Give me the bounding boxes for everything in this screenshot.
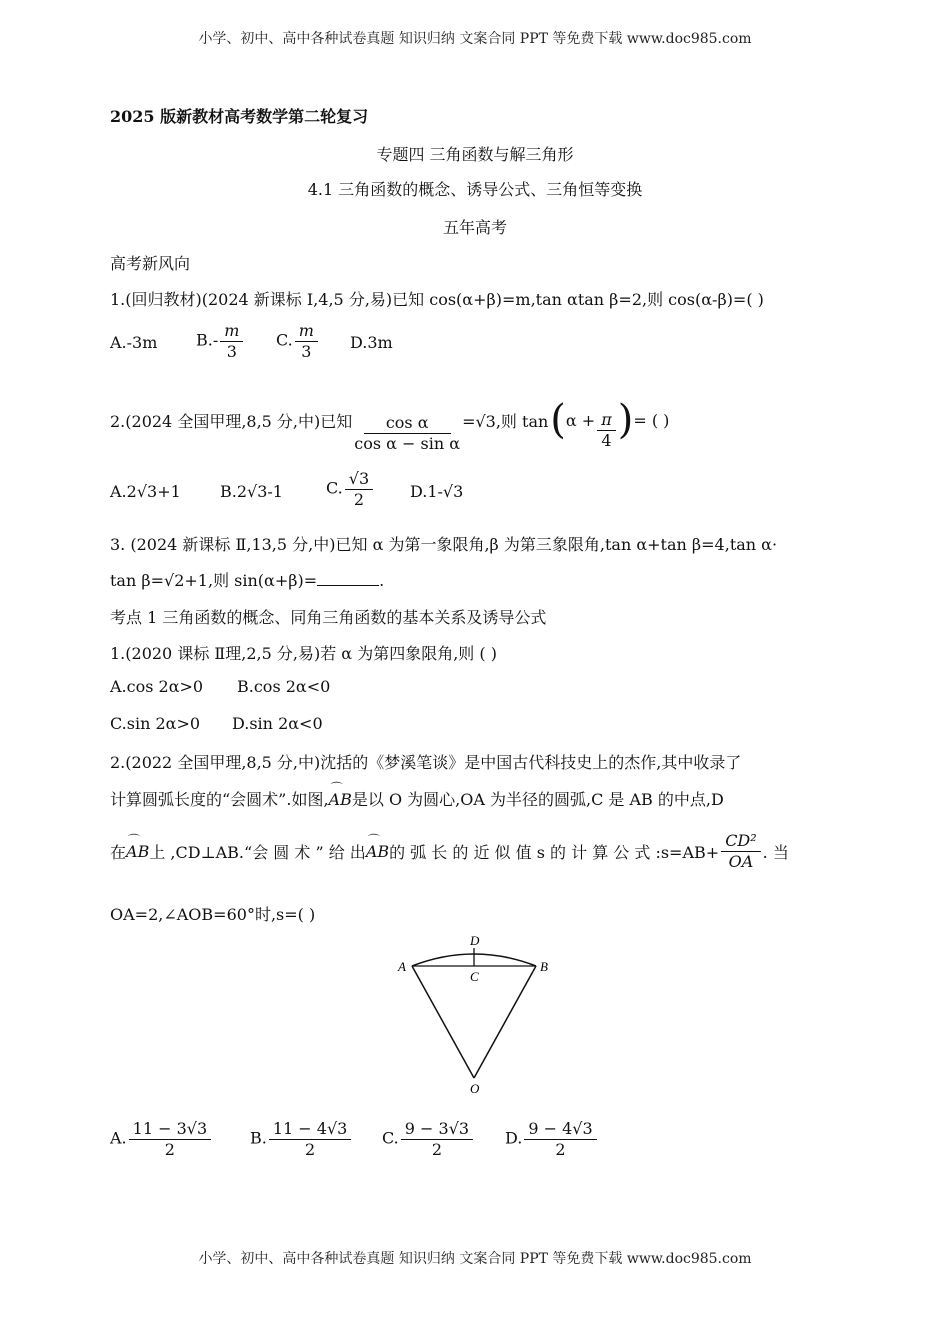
radius-oa — [412, 966, 474, 1078]
q1-option-c-fraction — [295, 322, 318, 360]
q2-option-d: D.1-√3 — [410, 482, 464, 501]
sector-figure — [390, 928, 560, 1098]
direction-heading: 高考新风向 — [110, 254, 191, 273]
q2-option-b: B.2√3-1 — [220, 482, 283, 501]
k2-option-b — [250, 1120, 353, 1158]
k2-option-d-den: 2 — [555, 1139, 566, 1159]
q1-option-a: A.-3m — [110, 333, 158, 352]
q2-option-c-prefix: C. — [326, 478, 343, 498]
k2-option-a-num: 11 − 3√3 — [129, 1120, 212, 1140]
q1-option-c-num: m — [295, 322, 318, 342]
q1-option-b-den: 3 — [226, 341, 237, 361]
k2-line3-b: 上 ,CD⊥AB.“会 圆 术 ” 给 出 — [149, 842, 366, 862]
q3-answer-blank[interactable] — [317, 584, 379, 586]
q2-stem-end: = ( ) — [633, 410, 670, 430]
radius-ob — [474, 966, 536, 1078]
kaodian-title: 考点 1 三角函数的概念、同角三角函数的基本关系及诱导公式 — [110, 608, 547, 627]
k2-option-a — [110, 1120, 213, 1158]
k2-option-c-den: 2 — [431, 1139, 443, 1159]
section-title: 4.1 三角函数的概念、诱导公式、三角恒等变换 — [307, 180, 643, 199]
q1-option-c — [276, 322, 320, 360]
k2-option-d-num: 9 − 4√3 — [524, 1120, 596, 1140]
q1-option-b-num: m — [220, 322, 243, 342]
q3-line2-prefix: tan β=√2+1,则 sin(α+β)= — [110, 571, 318, 590]
label-b: B — [540, 959, 548, 974]
label-a: A — [398, 959, 406, 974]
k2-option-d-prefix: D. — [505, 1128, 523, 1148]
arc-ab-symbol: ⌒ AB — [329, 790, 352, 809]
k1-option-b: B.cos 2α<0 — [237, 677, 331, 696]
k2-line1: 2.(2022 全国甲理,8,5 分,中)沈括的《梦溪笔谈》是中国古代科技史上的杰作,其中收录了 — [110, 753, 742, 772]
k2-line2-b: 是以 O 为圆心,OA 为半径的圆弧,C 是 AB 的中点,D — [351, 790, 724, 809]
q2-option-c — [326, 470, 375, 508]
k2-option-b-prefix: B. — [250, 1128, 267, 1148]
k2-option-b-fraction — [269, 1120, 352, 1158]
k2-line3-a: 在 — [110, 842, 127, 862]
q2-paren-lead: α + — [565, 410, 596, 430]
q1-option-b-prefix: B.- — [196, 330, 219, 350]
q2-option-c-den: 2 — [353, 489, 365, 509]
q1-stem: 1.(回归教材)(2024 新课标 Ⅰ,4,5 分,易)已知 cos(α+β)=m,tan αtan β=2,则 cos(α-β)=( ) — [110, 290, 764, 309]
q2-fraction-den: cos α − sin α — [354, 433, 461, 453]
q3-line1: 3. (2024 新课标 Ⅱ,13,5 分,中)已知 α 为第一象限角,β 为第三象限角,tan α+tan β=4,tan α· — [110, 535, 778, 554]
k2-option-d-fraction — [524, 1120, 596, 1158]
k2-option-a-prefix: A. — [110, 1128, 127, 1148]
q1-option-c-prefix: C. — [276, 330, 293, 350]
q1-option-b — [196, 322, 245, 360]
q2-paren-num: π — [597, 411, 616, 431]
k2-option-d — [505, 1120, 599, 1158]
k2-line3-c: 的 弧 长 的 近 似 值 s 的 计 算 公 式 :s=AB+ — [389, 842, 720, 862]
k2-formula-den: OA — [728, 851, 754, 871]
page-footer: 小学、初中、高中各种试卷真题 知识归纳 文案合同 PPT 等免费下载 www.doc985.com — [198, 1251, 752, 1267]
k2-option-c-prefix: C. — [382, 1128, 399, 1148]
label-o: O — [470, 1081, 480, 1096]
k1-option-c: C.sin 2α>0 — [110, 714, 201, 733]
k2-option-b-num: 11 − 4√3 — [269, 1120, 352, 1140]
k2-option-c-num: 9 − 3√3 — [401, 1120, 473, 1140]
k2-line2 — [110, 787, 724, 810]
k2-option-b-den: 2 — [305, 1139, 316, 1159]
q3-line2 — [110, 568, 384, 591]
page-header: 小学、初中、高中各种试卷真题 知识归纳 文案合同 PPT 等免费下载 www.doc985.com — [198, 31, 752, 47]
q2-option-c-fraction — [345, 470, 373, 508]
k1-option-d: D.sin 2α<0 — [232, 714, 323, 733]
q2-stem-prefix: 2.(2024 全国甲理,8,5 分,中)已知 — [110, 411, 353, 431]
q2-paren-fraction — [597, 411, 616, 449]
label-d: D — [470, 933, 480, 948]
k1-stem: 1.(2020 课标 Ⅱ理,2,5 分,易)若 α 为第四象限角,则 ( ) — [110, 644, 497, 663]
q2-fraction — [354, 414, 460, 452]
k2-line4: OA=2,∠AOB=60°时,s=( ) — [110, 905, 316, 924]
k2-option-c-fraction — [401, 1120, 473, 1158]
q2-stem — [110, 388, 669, 452]
q3-line2-suffix: . — [379, 571, 385, 590]
q2-left-paren: ( — [550, 397, 566, 444]
q1-option-b-fraction — [220, 322, 243, 360]
k2-formula-num: CD² — [721, 832, 760, 852]
k2-line2-a: 计算圆弧长度的“会圆术”.如图, — [110, 790, 329, 809]
arc-ab-symbol-2: ⌒ AB — [126, 842, 149, 861]
topic-title: 专题四 三角函数与解三角形 — [376, 145, 574, 164]
q2-right-paren: ) — [617, 397, 634, 444]
k2-option-c — [382, 1120, 475, 1158]
q2-fraction-num: cos α — [364, 414, 451, 434]
arc-ab-symbol-3: ⌒ AB — [366, 842, 389, 861]
q2-option-c-num: √3 — [345, 470, 373, 490]
k1-option-a: A.cos 2α>0 — [110, 677, 204, 696]
k2-line3-d: . 当 — [762, 842, 789, 862]
label-c: C — [470, 969, 479, 984]
k2-option-a-den: 2 — [164, 1139, 175, 1159]
q1-option-d: D.3m — [350, 333, 393, 352]
q2-option-a: A.2√3+1 — [110, 482, 181, 501]
q2-stem-mid: =√3,则 tan — [462, 411, 549, 431]
q2-paren-den: 4 — [601, 430, 612, 450]
subsection-title: 五年高考 — [442, 218, 507, 237]
q1-option-c-den: 3 — [301, 341, 312, 361]
doc-title: 2025 版新教材高考数学第二轮复习 — [110, 107, 369, 126]
k2-option-a-fraction — [129, 1120, 212, 1158]
k2-formula-fraction — [721, 832, 760, 870]
k2-line3 — [110, 832, 789, 870]
